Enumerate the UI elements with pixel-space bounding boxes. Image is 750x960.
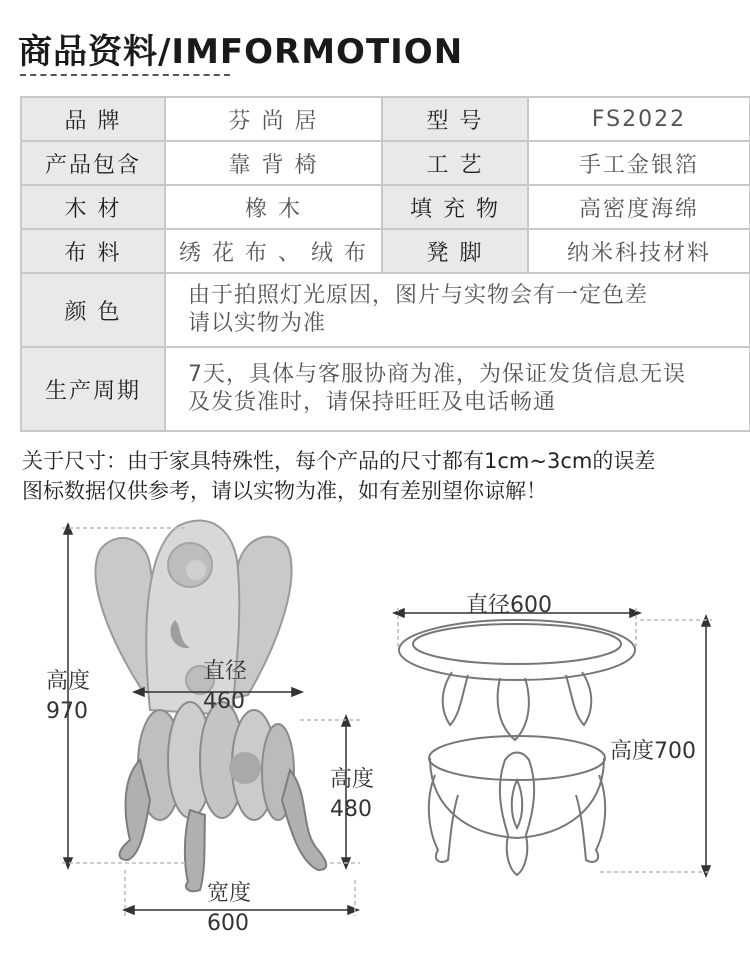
size-disclaimer-line-2: 图标数据仅供参考，请以实物为准，如有差别望你谅解！: [22, 479, 547, 503]
label-filling: 填 充 物: [382, 185, 528, 229]
value-legs: 纳米科技材料: [528, 229, 750, 273]
value-production-cycle: [165, 347, 750, 431]
cycle-note-line-2: 及发货准时，请保持旺旺及电话畅通: [188, 390, 557, 415]
size-disclaimer: [22, 446, 742, 506]
spec-table: [20, 96, 750, 432]
color-note-line-2: 请以实物为准: [188, 311, 327, 336]
cycle-note-line-1: 7天，具体与客服协商为准，为保证发货信息无误: [188, 362, 686, 387]
table-row: [21, 273, 750, 347]
page-title: 商品资料/IMFORMOTION: [18, 32, 464, 72]
chair-diameter-label: 直径: [203, 659, 248, 684]
chair-diameter-value: 460: [203, 689, 245, 714]
table-row: [21, 347, 750, 431]
label-brand: 品 牌: [21, 97, 165, 141]
label-legs: 凳 脚: [382, 229, 528, 273]
label-production-cycle: 生产周期: [21, 347, 165, 431]
label-color: 颜 色: [21, 273, 165, 347]
chair-width-label: 宽度: [207, 881, 252, 906]
size-disclaimer-line-1: 关于尺寸：由于家具特殊性，每个产品的尺寸都有1cm~3cm的误差: [22, 449, 656, 473]
table-row: [21, 141, 750, 185]
chair-seat-height-label: 高度: [330, 767, 375, 792]
value-color: [165, 273, 750, 347]
table-row: [21, 229, 750, 273]
value-model: FS2022: [528, 97, 750, 141]
value-wood: 橡 木: [165, 185, 382, 229]
table-row: [21, 97, 750, 141]
title-divider: [20, 74, 230, 76]
table-row: [21, 185, 750, 229]
value-brand: 芬 尚 居: [165, 97, 382, 141]
value-fabric: 绣 花 布 、 绒 布: [165, 229, 382, 273]
value-contents: 靠 背 椅: [165, 141, 382, 185]
label-contents: 产品包含: [21, 141, 165, 185]
chair-width-value: 600: [207, 911, 249, 936]
chair-seat-height-value: 480: [330, 797, 372, 822]
side-table-drawing: [399, 620, 635, 875]
label-wood: 木 材: [21, 185, 165, 229]
table-height-label: 高度700: [610, 739, 696, 764]
label-fabric: 布 料: [21, 229, 165, 273]
chair-height-value: 970: [46, 699, 88, 724]
label-model: 型 号: [382, 97, 528, 141]
label-craft: 工 艺: [382, 141, 528, 185]
product-dimension-drawing: [0, 510, 750, 960]
color-note-line-1: 由于拍照灯光原因，图片与实物会有一定色差: [188, 283, 649, 308]
value-craft: 手工金银箔: [528, 141, 750, 185]
table-diameter-label: 直径600: [466, 593, 552, 618]
chair-height-label: 高度: [46, 669, 91, 694]
value-filling: 高密度海绵: [528, 185, 750, 229]
